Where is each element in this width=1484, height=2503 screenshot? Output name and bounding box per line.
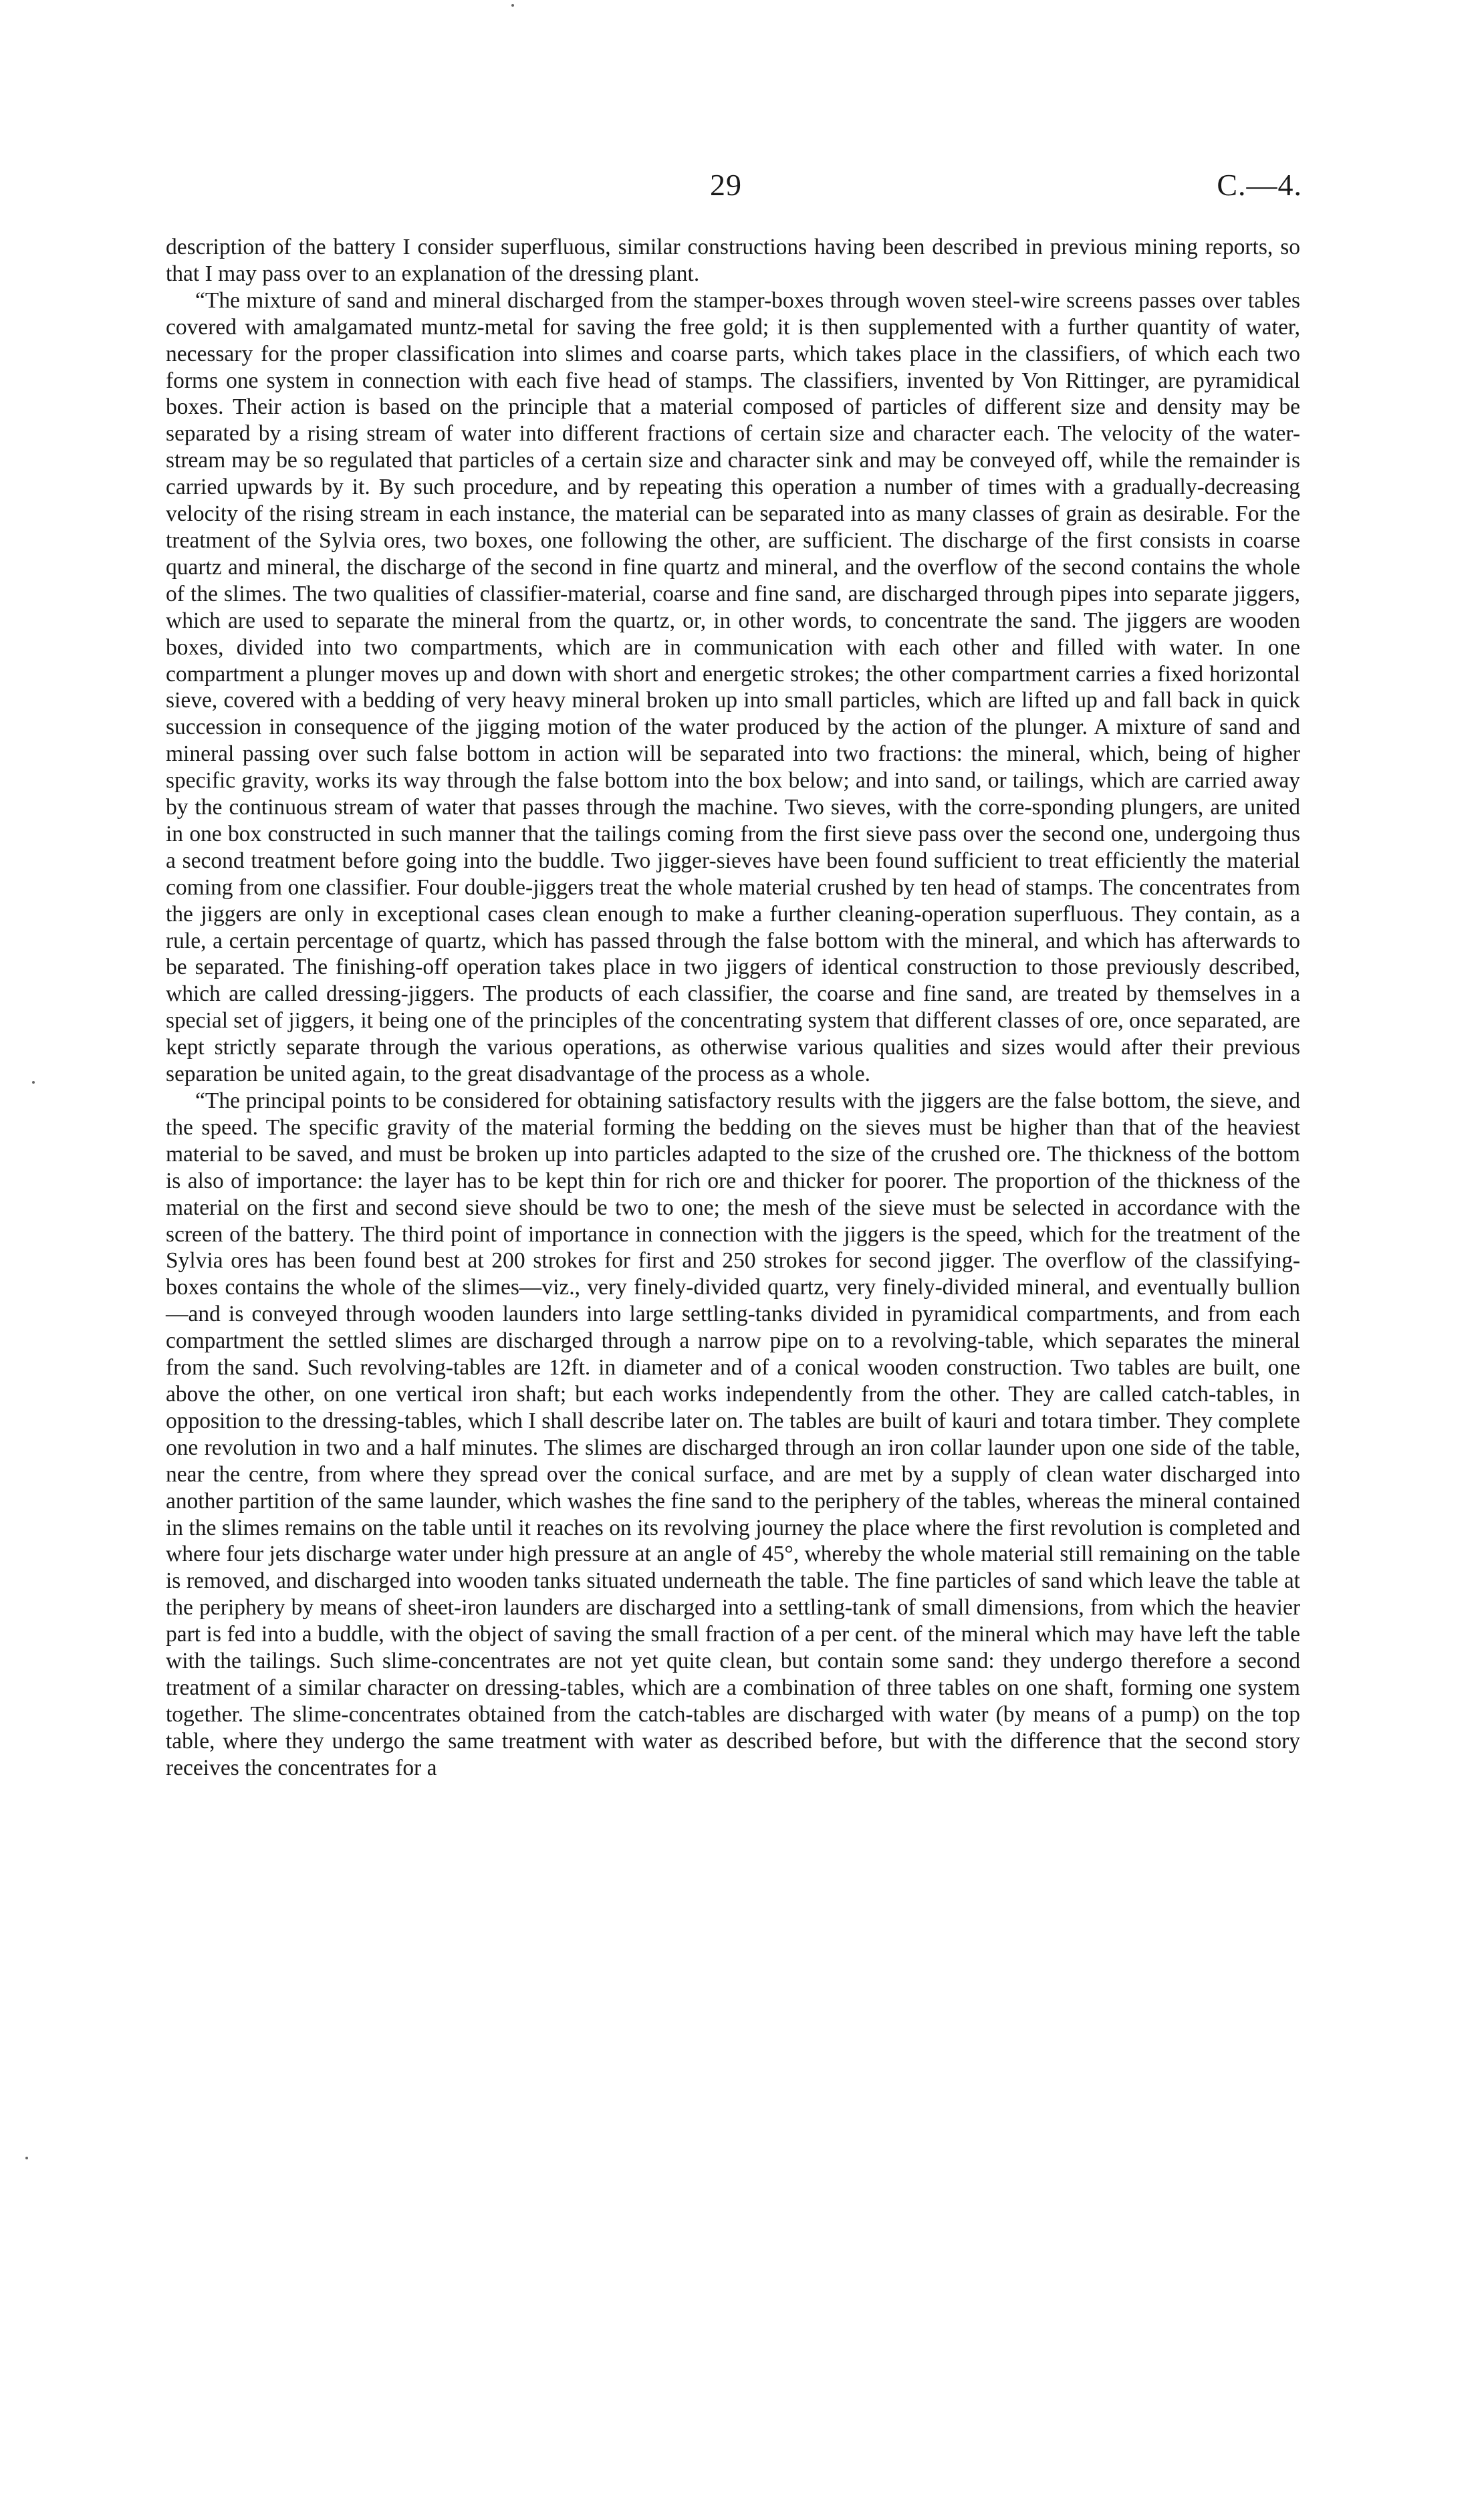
scan-speck [511, 4, 514, 7]
page-header [0, 167, 1484, 214]
paragraph-classifiers-jiggers: “The mixture of sand and mineral discharged from the stamper-boxes through woven steel-wire screens passes over tables covered with amalgamated muntz-metal for saving the free gold; it is then supplemented with a further quantity of water, necessary for the proper classification into slimes and coarse parts, which takes place in the classifiers, of which each two forms one system in connection with each five head of stamps. The classifiers, invented by Von Rittinger, are pyramidical boxes. Their action is based on the principle that a material composed of particles of different size and density may be separated by a rising stream of water into different fractions of certain size and character each. The velocity of the water-stream may be so regulated that particles of a certain size and character sink and may be conveyed off, while the remainder is carried upwards by it. By such procedure, and by repeating this operation a number of times with a gradually-decreasing velocity of the rising stream in each instance, the material can be separated into as many classes of grain as desirable. For the treatment of the Sylvia ores, two boxes, one following the other, are sufficient. The discharge of the first consists in coarse quartz and mineral, the discharge of the second in fine quartz and mineral, and the overflow of the second contains the whole of the slimes. The two qualities of classifier-material, coarse and fine sand, are discharged through pipes into separate jiggers, which are used to separate the mineral from the quartz, or, in other words, to concentrate the sand. The jiggers are wooden boxes, divided into two compartments, which are in communication with each other and filled with water. In one compartment a plunger moves up and down with short and energetic strokes; the other compartment carries a fixed horizontal sieve, covered with a bedding of very heavy mineral broken up into small particles, which are lifted up and fall back in quick succession in consequence of the jigging motion of the water produced by the action of the plunger. A mixture of sand and mineral passing over such false bottom in action will be separated into two fractions: the mineral, which, being of higher specific gravity, works its way through the false bottom into the box below; and into sand, or tailings, which are carried away by the continuous stream of water that passes through the machine. Two sieves, with the corre-sponding plungers, are united in one box constructed in such manner that the tailings coming from the first sieve pass over the second one, undergoing thus a second treatment before going into the buddle. Two jigger-sieves have been found sufficient to treat efficiently the material coming from one classifier. Four double-jiggers treat the whole material crushed by ten head of stamps. The concentrates from the jiggers are only in exceptional cases clean enough to make a further cleaning-operation superfluous. They contain, as a rule, a certain percentage of quartz, which has passed through the false bottom with the mineral, and which has afterwards to be separated. The finishing-off operation takes place in two jiggers of identical construction to those previously described, which are called dressing-jiggers. The products of each classifier, the coarse and fine sand, are treated by themselves in a special set of jiggers, it being one of the principles of the concentrating system that different classes of ore, once separated, are kept strictly separate through the various operations, as otherwise various qualities and sizes would after their previous separation be united again, to the great disadvantage of the process as a whole. [166, 287, 1300, 1087]
series-code: C.—4. [1217, 168, 1302, 202]
scan-speck [25, 2157, 28, 2159]
scan-speck [32, 1081, 35, 1084]
page-number: 29 [710, 168, 742, 202]
paragraph-jigger-principles: “The principal points to be considered for obtaining satisfactory results with the jiggers are the false bottom, the sieve, and the speed. The specific gravity of the material forming the bedding on the sieves must be higher than that of the heaviest material to be saved, and must be broken up into particles adapted to the size of the crushed ore. The thickness of the bottom is also of importance: the layer has to be kept thin for rich ore and thicker for poorer. The proportion of the thickness of the material on the first and second sieve should be two to one; the mesh of the sieve must be selected in accordance with the screen of the battery. The third point of importance in connection with the jiggers is the speed, which for the treatment of the Sylvia ores has been found best at 200 strokes for first and 250 strokes for second jigger. The overflow of the classifying-boxes contains the whole of the slimes—viz., very finely-divided quartz, very finely-divided mineral, and eventually bullion—and is conveyed through wooden launders into large settling-tanks divided in pyramidical compartments, and from each compartment the settled slimes are discharged through a narrow pipe on to a revolving-table, which separates the mineral from the sand. Such revolving-tables are 12ft. in diameter and of a conical wooden construction. Two tables are built, one above the other, on one vertical iron shaft; but each works independently from the other. They are called catch-tables, in opposition to the dressing-tables, which I shall describe later on. The tables are built of kauri and totara timber. They complete one revolution in two and a half minutes. The slimes are discharged through an iron collar launder upon one side of the table, near the centre, from where they spread over the conical surface, and are met by a supply of clean water discharged into another partition of the same launder, which washes the fine sand to the periphery of the tables, whereas the mineral contained in the slimes remains on the table until it reaches on its revolving journey the place where the first revolution is completed and where four jets discharge water under high pressure at an angle of 45°, whereby the whole material still remaining on the table is removed, and discharged into wooden tanks situated underneath the table. The fine particles of sand which leave the table at the periphery by means of sheet-iron launders are discharged into a settling-tank of small dimensions, from which the heavier part is fed into a buddle, with the object of saving the small fraction of a per cent. of the mineral which may have left the table with the tailings. Such slime-concentrates are not yet quite clean, but contain some sand: they undergo therefore a second treatment of a similar character on dressing-tables, which are a combination of three tables on one shaft, forming one system together. The slime-concentrates obtained from the catch-tables are discharged with water (by means of a pump) on the top table, where they undergo the same treatment with water as described before, but with the difference that the second story receives the concentrates for a [166, 1088, 1300, 1780]
body-text [166, 234, 1300, 1782]
paragraph-continuation: description of the battery I consider superfluous, similar constructions having been described in previous mining reports, so that I may pass over to an explanation of the dressing plant. [166, 235, 1300, 286]
